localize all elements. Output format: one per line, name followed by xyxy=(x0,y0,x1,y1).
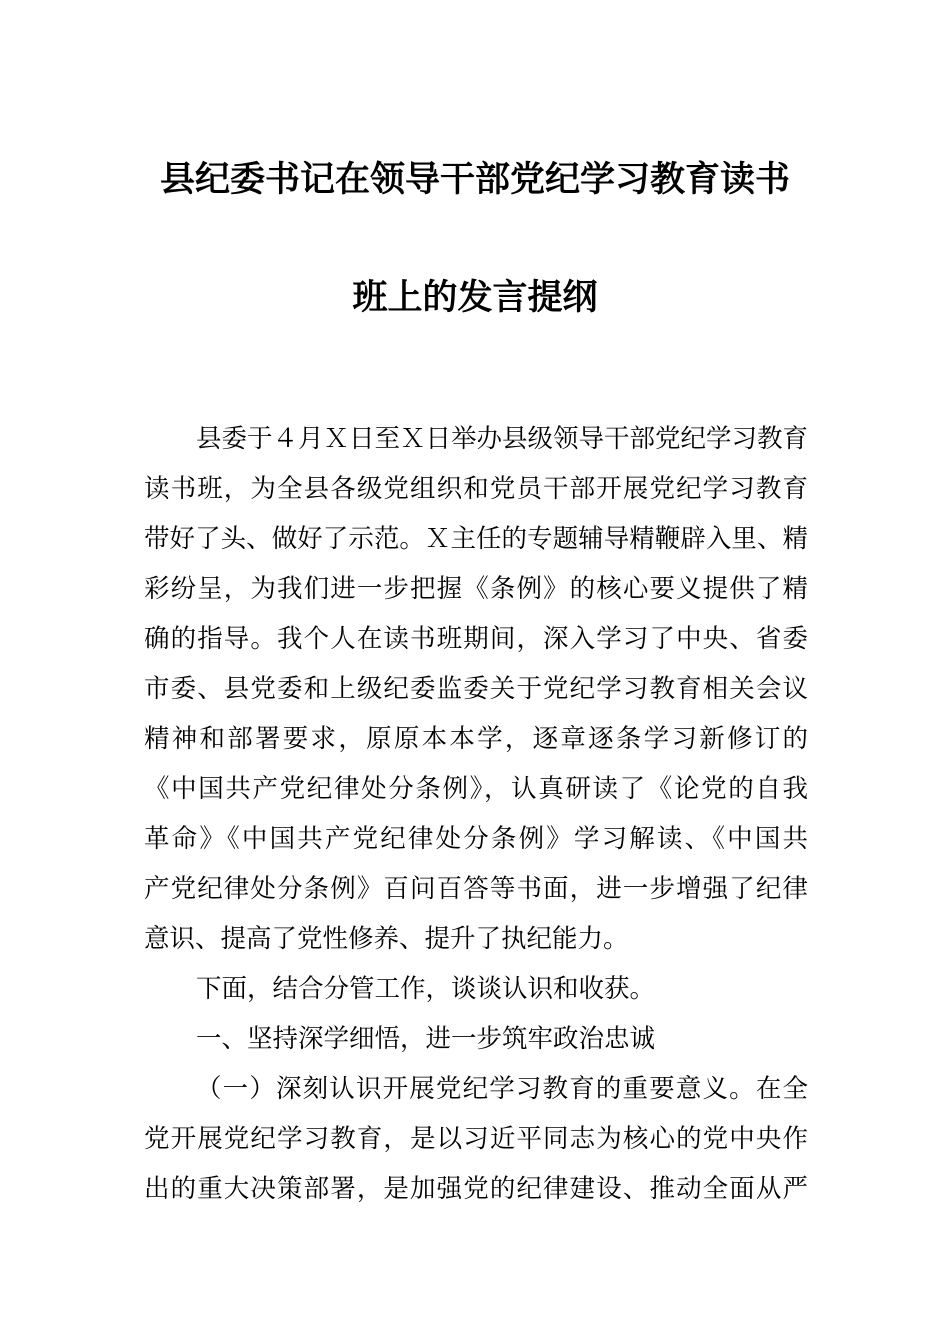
document-title-line-2: 班上的发言提纲 xyxy=(352,278,598,318)
body-text-line: 产党纪律处分条例》百问百答等书面，进一步增强了纪律 xyxy=(144,874,808,904)
body-text-line: 市委、县党委和上级纪委监委关于党纪学习教育相关会议 xyxy=(144,674,808,704)
body-text-line: 党开展党纪学习教育，是以习近平同志为核心的党中央作 xyxy=(144,1124,808,1154)
body-text-line: 《中国共产党纪律处分条例》，认真研读了《论党的自我 xyxy=(144,774,808,804)
body-text-line: 县委于４月Ｘ日至Ｘ日举办县级领导干部党纪学习教育 xyxy=(196,424,809,454)
body-text-line: 彩纷呈，为我们进一步把握《条例》的核心要义提供了精 xyxy=(144,574,808,604)
body-text-line: 带好了头、做好了示范。Ｘ主任的专题辅导精鞭辟入里、精 xyxy=(144,524,808,554)
body-text-line: 确的指导。我个人在读书班期间，深入学习了中央、省委 xyxy=(144,624,808,654)
body-text-line: 出的重大决策部署，是加强党的纪律建设、推动全面从严 xyxy=(144,1174,808,1204)
document-title-line-1: 县纪委书记在领导干部党纪学习教育读书 xyxy=(159,160,790,200)
body-text-line: 精神和部署要求，原原本本学，逐章逐条学习新修订的 xyxy=(144,724,808,754)
section-heading: 一、坚持深学细悟，进一步筑牢政治忠诚 xyxy=(196,1024,656,1054)
body-text-line: 下面，结合分管工作，谈谈认识和收获。 xyxy=(196,974,656,1004)
subsection-heading-line: （一）深刻认识开展党纪学习教育的重要意义。在全 xyxy=(196,1074,808,1104)
body-text-line: 意识、提高了党性修养、提升了执纪能力。 xyxy=(144,924,629,954)
body-text-line: 革命》《中国共产党纪律处分条例》学习解读、《中国共 xyxy=(144,824,808,854)
body-text-line: 读书班，为全县各级党组织和党员干部开展党纪学习教育 xyxy=(144,474,808,504)
